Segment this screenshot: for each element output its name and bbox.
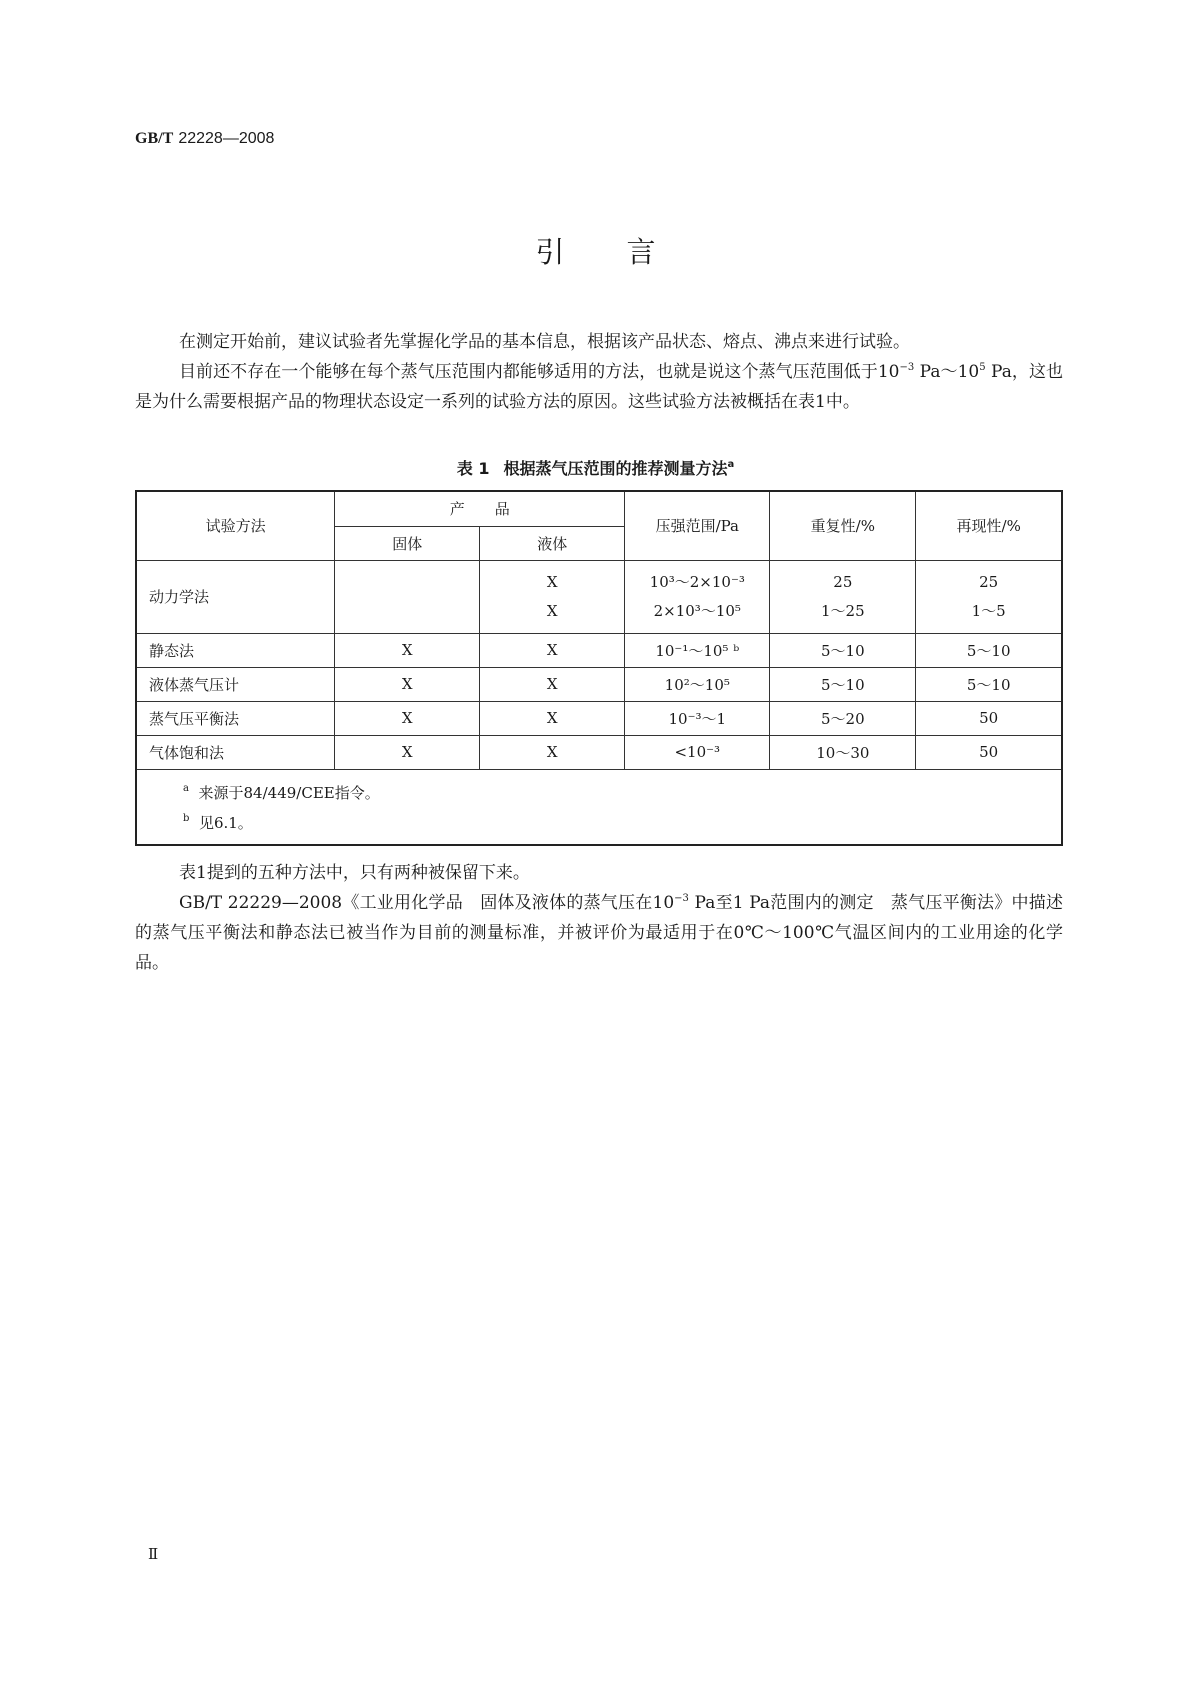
cell-liquid-line-2: X: [546, 601, 558, 620]
cell-liquid: X: [480, 735, 625, 769]
cell-repeatability: 5～10: [770, 633, 916, 667]
cell-method: 气体饱和法: [136, 735, 335, 769]
cell-pressure: <10⁻³: [625, 735, 770, 769]
table-caption: [0, 456, 1191, 479]
cell-solid: X: [335, 735, 480, 769]
cell-method: 液体蒸气压计: [136, 667, 335, 701]
table-row: [136, 633, 1062, 667]
note-b-text: 见6.1。: [198, 813, 253, 832]
intro-paragraph-1: 在测定开始前，建议试验者先掌握化学品的基本信息，根据该产品状态、熔点、沸点来进行试验。: [179, 332, 910, 352]
cell-liquid: X: [480, 667, 625, 701]
after-paragraph-1: 表1提到的五种方法中，只有两种被保留下来。: [179, 863, 530, 883]
header-liquid: 液体: [480, 526, 625, 560]
cell-repeatability: 5～10: [770, 667, 916, 701]
header-method: 试验方法: [136, 491, 335, 560]
after-p2-exp: −3: [674, 893, 689, 904]
standard-header: [135, 128, 274, 148]
table-caption-prefix: 表 1: [456, 459, 490, 478]
intro-p2-text-a: 目前还不存在一个能够在每个蒸气压范围内都能够适用的方法，也就是说这个蒸气压范围低于10: [179, 362, 900, 382]
table-caption-note-mark: a: [727, 459, 735, 470]
cell-repeat-line-1: 25: [833, 572, 853, 591]
intro-paragraph-2: [135, 357, 1063, 417]
table-row: [136, 560, 1062, 633]
cell-reproducibility: 5～10: [916, 633, 1062, 667]
page-title: [0, 230, 1191, 271]
after-p2-text-a: GB/T 22229—2008《工业用化学品 固体及液体的蒸气压在10: [179, 893, 675, 913]
cell-pressure: [625, 560, 770, 633]
header-repeatability: 重复性/%: [770, 491, 916, 560]
cell-reproducibility: 5～10: [916, 667, 1062, 701]
header-product: 产 品: [335, 491, 625, 526]
cell-repeat-line-2: 1～25: [821, 601, 865, 620]
cell-pressure: 10²～10⁵: [625, 667, 770, 701]
table-caption-text: 根据蒸气压范围的推荐测量方法: [503, 459, 728, 478]
after-table-section: [135, 858, 1063, 978]
cell-reprod-line-2: 1～5: [971, 601, 1006, 620]
table-note-a: [183, 778, 1061, 808]
table-row: [136, 667, 1062, 701]
note-a-mark: a: [183, 782, 189, 794]
cell-method: 静态法: [136, 633, 335, 667]
intro-p2-exp-1: −3: [899, 362, 915, 373]
cell-solid: X: [335, 667, 480, 701]
cell-solid: X: [335, 633, 480, 667]
cell-solid: X: [335, 701, 480, 735]
table-notes-row: [136, 769, 1062, 845]
cell-liquid: [480, 560, 625, 633]
cell-reproducibility: 50: [916, 735, 1062, 769]
table-notes: [136, 769, 1062, 845]
cell-liquid: X: [480, 633, 625, 667]
cell-pressure-line-2: 2×10³～10⁵: [653, 601, 741, 620]
cell-reproducibility: 50: [916, 701, 1062, 735]
cell-pressure: 10⁻³～1: [625, 701, 770, 735]
title-char-1: 引: [535, 235, 565, 269]
standard-code: GB/T: [135, 130, 174, 147]
intro-section: [135, 327, 1063, 417]
cell-repeatability: 10～30: [770, 735, 916, 769]
cell-solid: [335, 560, 480, 633]
header-reproducibility: 再现性/%: [916, 491, 1062, 560]
cell-method: 蒸气压平衡法: [136, 701, 335, 735]
note-a-text: 来源于84/449/CEE指令。: [198, 783, 380, 802]
cell-repeatability: [770, 560, 916, 633]
methods-table: [135, 490, 1063, 846]
after-p2-text-b: Pa至1 Pa范围内的测定 蒸气压平衡法》中描述的蒸气压平衡法和静态法已被当作为目前的测量标准，并被评价为最适用于在0℃～100℃气温区间内的工业用途的化学品。: [135, 893, 1063, 973]
cell-pressure: 10⁻¹～10⁵ ᵇ: [625, 633, 770, 667]
page-number: Ⅱ: [148, 1545, 159, 1563]
cell-pressure-line-1: 10³～2×10⁻³: [649, 572, 745, 591]
cell-repeatability: 5～20: [770, 701, 916, 735]
header-pressure: 压强范围/Pa: [625, 491, 770, 560]
after-paragraph-2: [135, 888, 1063, 978]
table-note-b: [183, 808, 1061, 838]
table-row: [136, 701, 1062, 735]
table-row: [136, 735, 1062, 769]
note-b-mark: b: [183, 812, 190, 824]
header-solid: 固体: [335, 526, 480, 560]
cell-reprod-line-1: 25: [979, 572, 999, 591]
intro-p2-text-b: Pa～10: [914, 362, 980, 382]
cell-liquid: X: [480, 701, 625, 735]
cell-method: 动力学法: [136, 560, 335, 633]
cell-reproducibility: [916, 560, 1062, 633]
title-char-2: 言: [626, 235, 656, 269]
intro-p2-exp-2: 5: [979, 362, 986, 373]
cell-liquid-line-1: X: [546, 572, 558, 591]
standard-number: 22228—2008: [178, 130, 275, 147]
intro-p2-text-c: Pa，这也是为什么需要根据产品的物理状态设定一系列的试验方法的原因。这些试验方法被概括在表1中。: [135, 362, 1063, 412]
